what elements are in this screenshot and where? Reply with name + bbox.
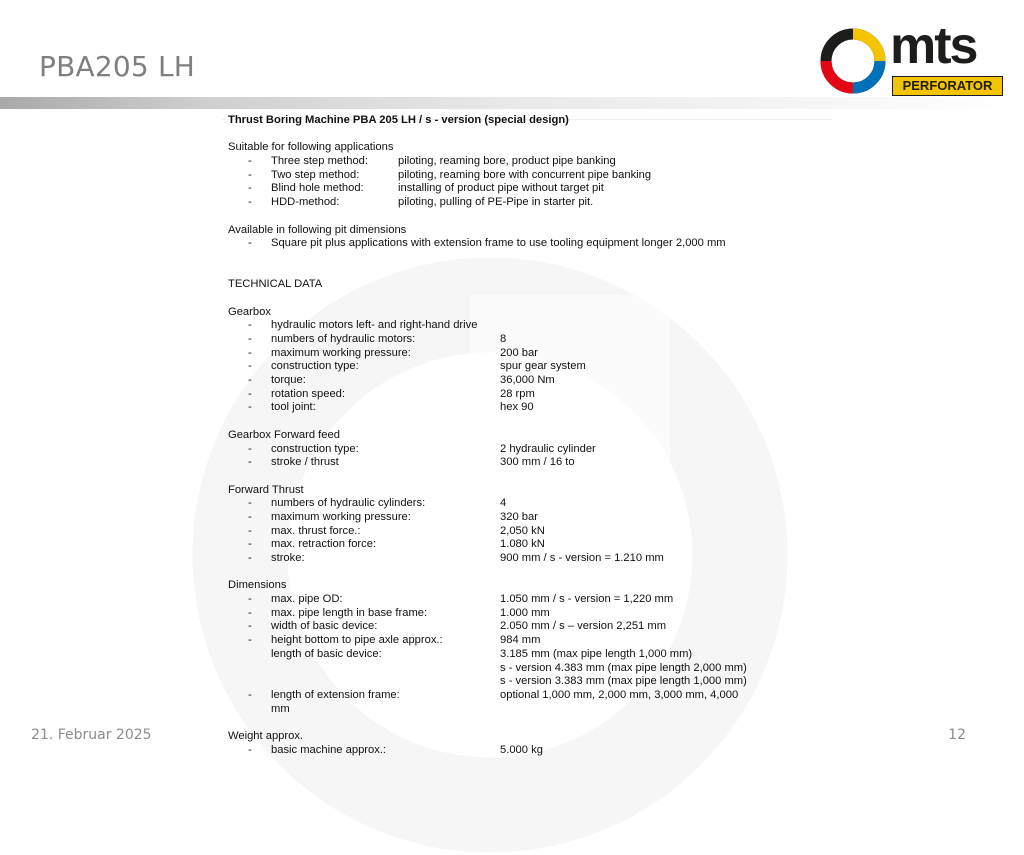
footer-date: 21. Februar 2025 — [31, 727, 152, 743]
spec-row: - length of extension frame: optional 1,000 mm, 2,000 mm, 3,000 mm, 4,000 — [248, 688, 739, 701]
logo-badge: PERFORATOR — [892, 76, 1003, 96]
technical-data-title: TECHNICAL DATA — [228, 278, 323, 291]
spec-row: - maximum working pressure: 320 bar — [248, 510, 538, 523]
spec-row: s - version 4.383 mm (max pipe length 2,000 mm) — [500, 661, 747, 674]
mts-perforator-logo — [818, 17, 1004, 100]
spec-row: - construction type: 2 hydraulic cylinder — [248, 442, 596, 455]
spec-row: - stroke: 900 mm / s - version = 1.210 mm — [248, 552, 664, 564]
list-item: - Blind hole method: installing of product pipe without target pit — [248, 182, 604, 195]
spec-row: - max. pipe OD: 1.050 mm / s - version = 1,220 mm — [248, 593, 674, 606]
spec-row: - numbers of hydraulic cylinders: 4 — [248, 497, 507, 510]
list-item: - Square pit plus applications with extension frame to use tooling equipment longer 2,000 mm — [248, 237, 726, 250]
spec-row: s - version 3.383 mm (max pipe length 1,000 mm) — [500, 675, 747, 688]
list-item: - Two step method: piloting, reaming bore with concurrent pipe banking — [248, 168, 652, 181]
spec-row: - width of basic device: 2.050 mm / s – version 2,251 mm — [248, 620, 667, 633]
slide-title: PBA205 LH — [39, 50, 196, 83]
spec-row: - tool joint: hex 90 — [248, 401, 534, 414]
spec-document — [228, 114, 828, 757]
spec-row: - basic machine approx.: 5.000 kg — [248, 743, 543, 756]
spec-row: - construction type: spur gear system — [248, 360, 586, 373]
spec-row: mm — [271, 702, 290, 715]
spec-row: - torque: 36,000 Nm — [248, 374, 555, 387]
list-item: - hydraulic motors left- and right-hand drive — [248, 319, 478, 332]
section-title: Gearbox — [228, 305, 271, 318]
spec-row: - rotation speed: 28 rpm — [248, 387, 535, 400]
logo-ring-icon — [818, 22, 888, 100]
document-heading: Thrust Boring Machine PBA 205 LH / s - version (special design) — [228, 114, 569, 126]
spec-row: - stroke / thrust 300 mm / 16 to — [248, 456, 575, 469]
spec-row: - max. retraction force: 1.080 kN — [248, 538, 545, 551]
section-title: Gearbox Forward feed — [228, 428, 340, 441]
section-title: Weight approx. — [228, 729, 304, 742]
spec-row: - height bottom to pipe axle approx.: 984 mm — [248, 634, 541, 647]
list-item: - Three step method: piloting, reaming bore, product pipe banking — [248, 155, 616, 168]
spec-row: - max. pipe length in base frame: 1.000 mm — [248, 606, 550, 619]
spec-row: length of basic device: 3.185 mm (max pipe length 1,000 mm) — [271, 647, 693, 660]
section-title: Available in following pit dimensions — [228, 223, 407, 236]
spec-row: - max. thrust force.: 2,050 kN — [248, 524, 545, 537]
spec-row: - numbers of hydraulic motors: 8 — [248, 333, 507, 345]
list-item: - HDD-method: piloting, pulling of PE-Pipe in starter pit. — [248, 196, 594, 209]
logo-wordmark: mts — [890, 17, 977, 75]
spec-row: - maximum working pressure: 200 bar — [248, 346, 538, 359]
section-title: Suitable for following applications — [228, 141, 394, 154]
section-title: Dimensions — [228, 579, 287, 592]
page-number: 12 — [948, 727, 966, 743]
section-title: Forward Thrust — [228, 483, 304, 496]
